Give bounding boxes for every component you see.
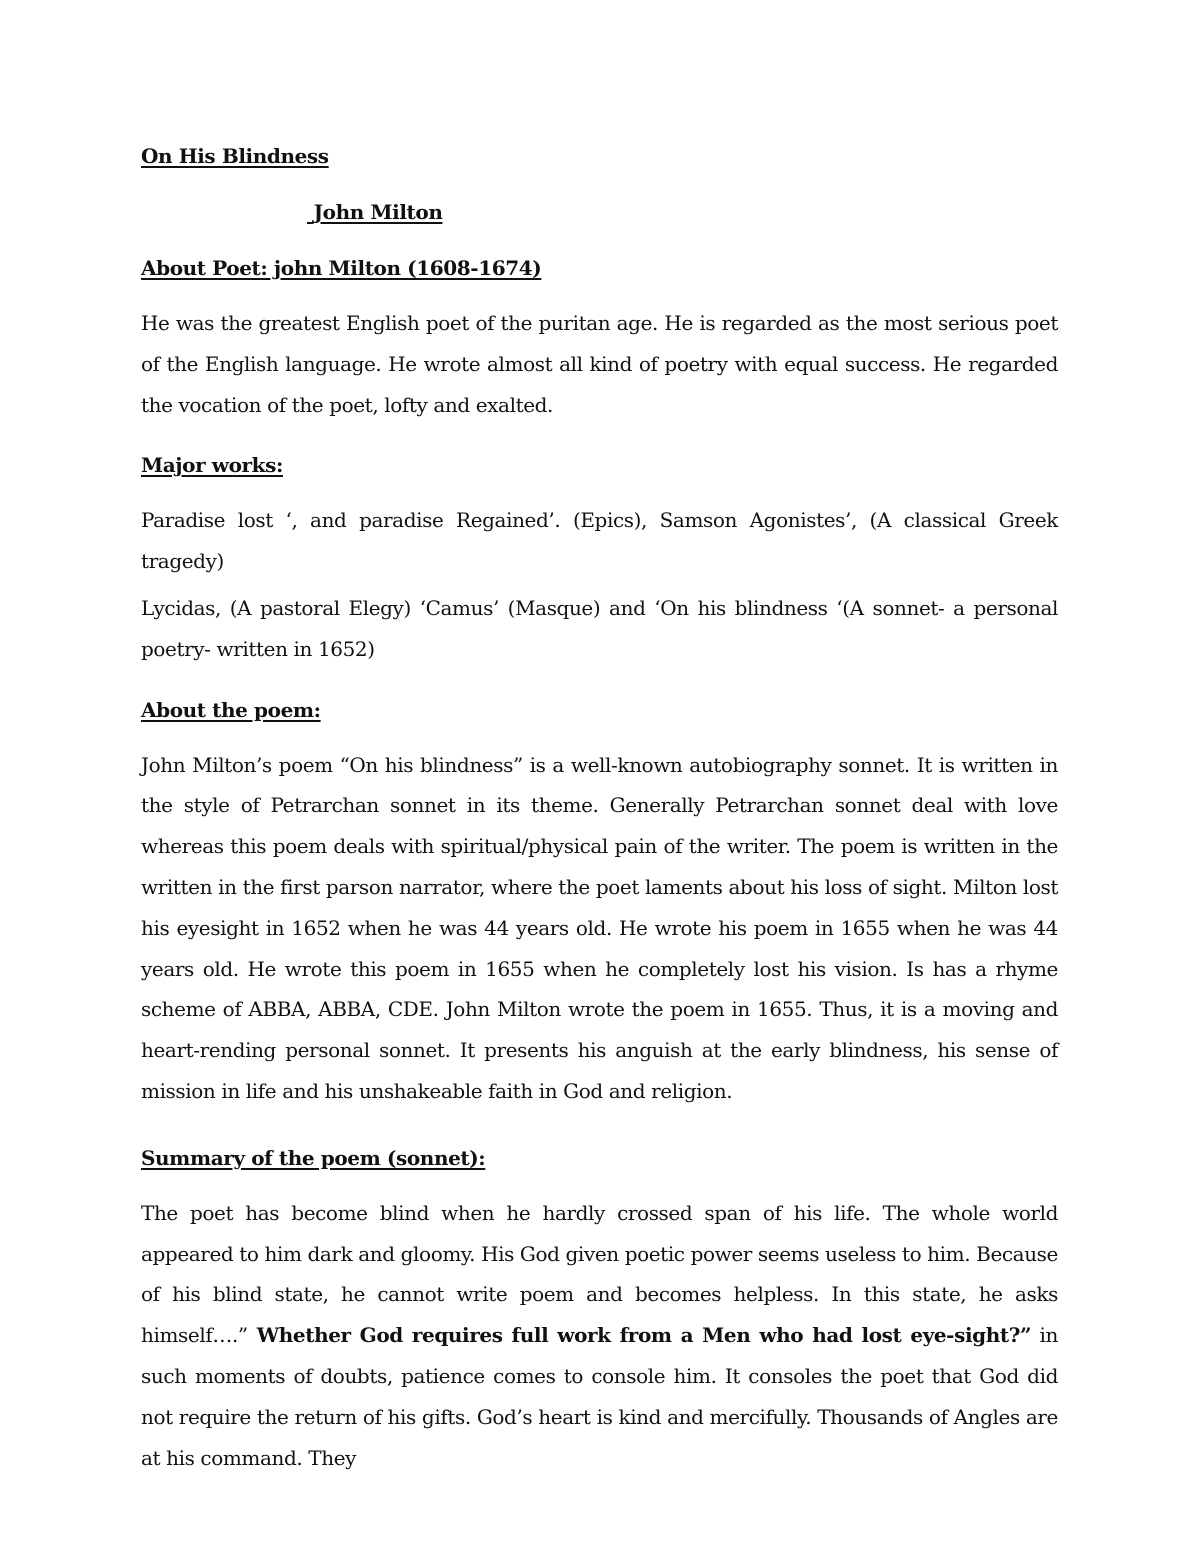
summary-text-after: in such moments of doubts, patience comes to console him. It consoles the poet that God did not require the return of his gifts. God’s heart is kind and mercifully. Thousands of Angles are at his command. They xyxy=(141,1323,1058,1470)
major-works-heading: Major works: xyxy=(141,453,283,478)
author-name: John Milton xyxy=(313,200,443,224)
about-poet-heading: About Poet: john Milton (1608-1674) xyxy=(141,256,542,280)
document-body xyxy=(141,140,1058,1478)
about-poem-paragraph: John Milton’s poem “On his blindness” is a well-known autobiography sonnet. It is written in the style of Petrarchan sonnet in its theme. Generally Petrarchan sonnet deal with love whereas this poem deals with spiritual/physical pain of the writer. The poem is written in the written in the first parson narrator, where the poet laments about his loss of sight. Milton lost his eyesight in 1652 when he was 44 years old. He wrote his poem in 1655 when he was 44 years old. He wrote this poem in 1655 when he completely lost his vision. Is has a rhyme scheme of ABBA, ABBA, CDE. John Milton wrote the poem in 1655. Thus, it is a moving and heart-rending personal sonnet. It presents his anguish at the early blindness, his sense of mission in life and his unshakeable faith in God and religion. xyxy=(141,752,1058,1103)
author-line xyxy=(141,196,1058,228)
document-title: On His Blindness xyxy=(141,144,329,168)
summary-paragraph xyxy=(141,1193,1058,1479)
summary-heading: Summary of the poem (sonnet): xyxy=(141,1145,486,1170)
about-poet-paragraph: He was the greatest English poet of the puritan age. He is regarded as the most serious poet of the English language. He wrote almost all kind of poetry with equal success. He regarded the vocation of the poet, lofty and exalted. xyxy=(141,311,1058,417)
major-works-line-1 xyxy=(141,500,1058,582)
summary-bold-question: Whether God requires full work from a Men who had lost eye-sight?” xyxy=(247,1323,1032,1348)
about-poem-heading: About the poem: xyxy=(141,697,321,722)
major-works-line-2: Lycidas, (A pastoral Elegy) ‘Camus’ (Masque) and ‘On his blindness ‘(A sonnet- a personal poetry- written in 1652) xyxy=(141,595,1058,661)
major-works-line-1-text: Paradise lost ‘, and paradise Regained’. (Epics), Samson Agonistes’, (A classical Greek tragedy) xyxy=(141,508,1058,574)
summary-text-before: The poet has become blind when he hardly crossed span of his life. The whole world appeared to him dark and gloomy. His God given poetic power seems useless to him. Because of his blind state, he cannot write poem and becomes helpless. In this state, he asks himself….” xyxy=(141,1200,1058,1348)
